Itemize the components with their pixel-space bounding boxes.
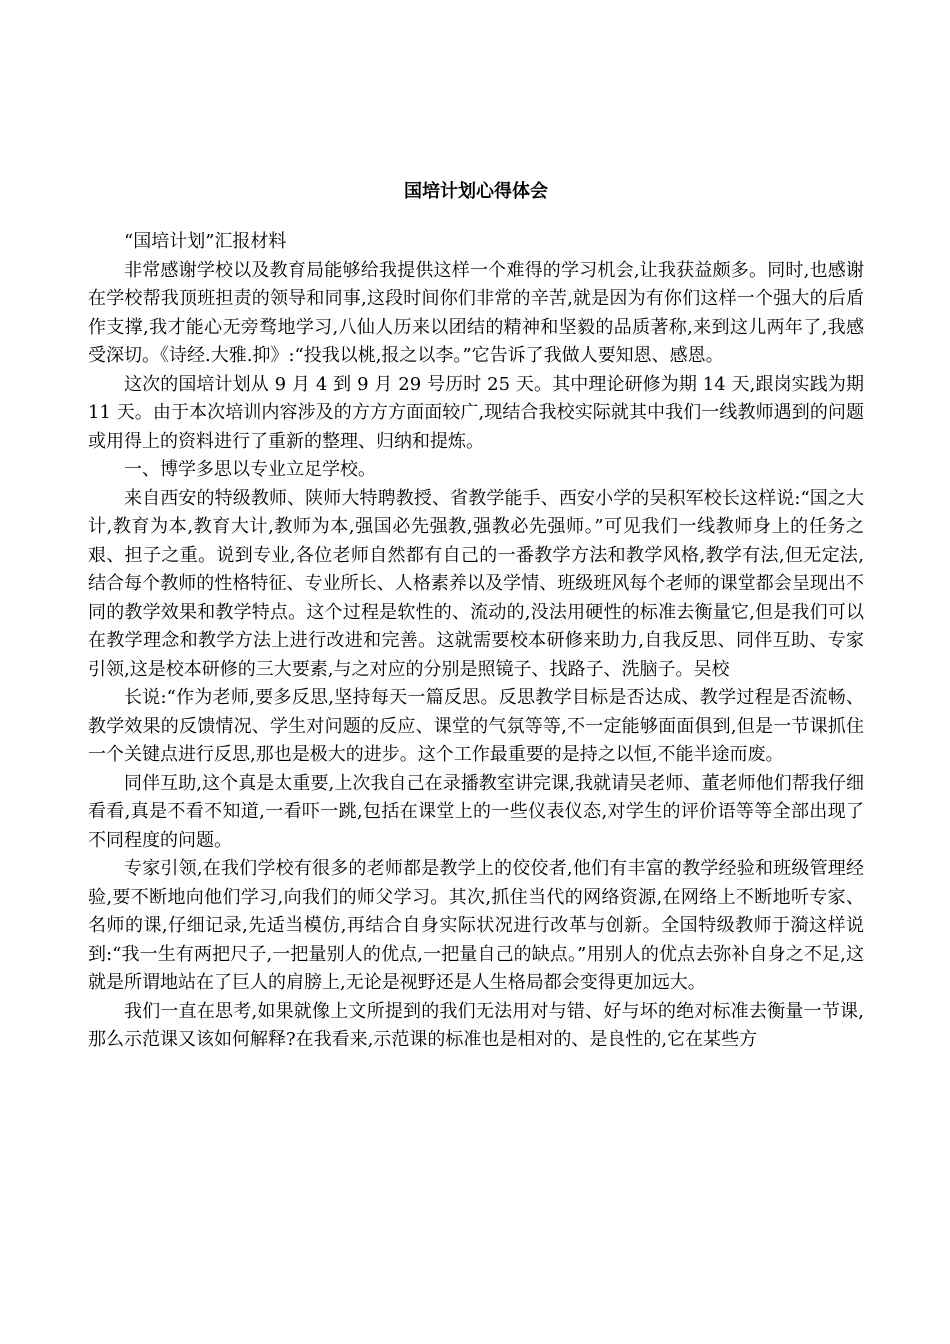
paragraph-report-heading: “国培计划”汇报材料 [124,231,287,252]
paragraph-training-overview: 这次的国培计划从 9 月 4 到 9 月 29 号历时 25 天。其中理论研修为期 14 天,跟岗实践为期 11 天。由于本次培训内容涉及的方方方面面较广,现结合我校实际就其中我们一线教师遇到的问题或用得上的资料进行了重新的整理、归纳和提炼。 [88,373,864,452]
paragraph-expert-guidance: 专家引领,在我们学校有很多的老师都是教学上的佼佼者,他们有丰富的教学经验和班级管理经验,要不断地向他们学习,向我们的师父学习。其次,抓住当代的网络资源,在网络上不断地听专家、名师的课,仔细记录,先适当模仿,再结合自身实际状况进行改革与创新。全国特级教师于漪这样说到:“我一生有两把尺子,一把量别人的优点,一把量自己的缺点。”用别人的优点去弥补自身之不足,这就是所谓地站在了巨人的肩膀上,无论是视野还是人生格局都会变得更加远大。 [88,858,864,993]
paragraph-demonstration-lesson: 我们一直在思考,如果就像上文所提到的我们无法用对与错、好与坏的绝对标准去衡量一节课,那么示范课又该如何解释?在我看来,示范课的标准也是相对的、是良性的,它在某些方 [88,1000,864,1050]
document-page [88,0,864,1344]
paragraph-self-reflection: 长说:“作为老师,要多反思,坚持每天一篇反思。反思教学目标是否达成、教学过程是否流畅、教学效果的反馈情况、学生对问题的反应、课堂的气氛等等,不一定能够面面俱到,但是一节课抓住一个关键点进行反思,那也是极大的进步。这个工作最重要的是持之以恒,不能半途而废。 [88,687,864,765]
document-title: 国培计划心得体会 [404,181,548,202]
paragraph-professional-growth: 来自西安的特级教师、陕师大特聘教授、省教学能手、西安小学的吴积军校长这样说:“国之大计,教育为本,教育大计,教师为本,强国必先强教,强教必先强师。”可见我们一线教师身上的任务之艰、担子之重。说到专业,各位老师自然都有自己的一番教学方法和教学风格,教学有法,但无定法,结合每个教师的性格特征、专业所长、人格素养以及学情、班级班风每个老师的课堂都会呈现出不同的教学效果和教学特点。这个过程是软性的、流动的,没法用硬性的标准去衡量它,但是我们可以在教学理念和教学方法上进行改进和完善。这就需要校本研修来助力,自我反思、同伴互助、专家引领,这是校本研修的三大要素,与之对应的分别是照镜子、找路子、洗脑子。吴校 [88,487,864,680]
paragraph-peer-support: 同伴互助,这个真是太重要,上次我自己在录播教室讲完课,我就请吴老师、董老师他们帮我仔细看看,真是不看不知道,一看吓一跳,包括在课堂上的一些仪表仪态,对学生的评价语等等全部出现了不同程度的问题。 [88,772,864,851]
document-body [88,228,864,1055]
paragraph-section-heading-1: 一、博学多思以专业立足学校。 [124,459,376,480]
paragraph-thanks: 非常感谢学校以及教育局能够给我提供这样一个难得的学习机会,让我获益颇多。同时,也感谢在学校帮我顶班担责的领导和同事,这段时间你们非常的辛苦,就是因为有你们这样一个强大的后盾作支撑,我才能心无旁骛地学习,八仙人历来以团结的精神和坚毅的品质著称,来到这儿两年了,我感受深切。《诗经.大雅.抑》:“投我以桃,报之以李。”它告诉了我做人要知恩、感恩。 [88,259,864,366]
